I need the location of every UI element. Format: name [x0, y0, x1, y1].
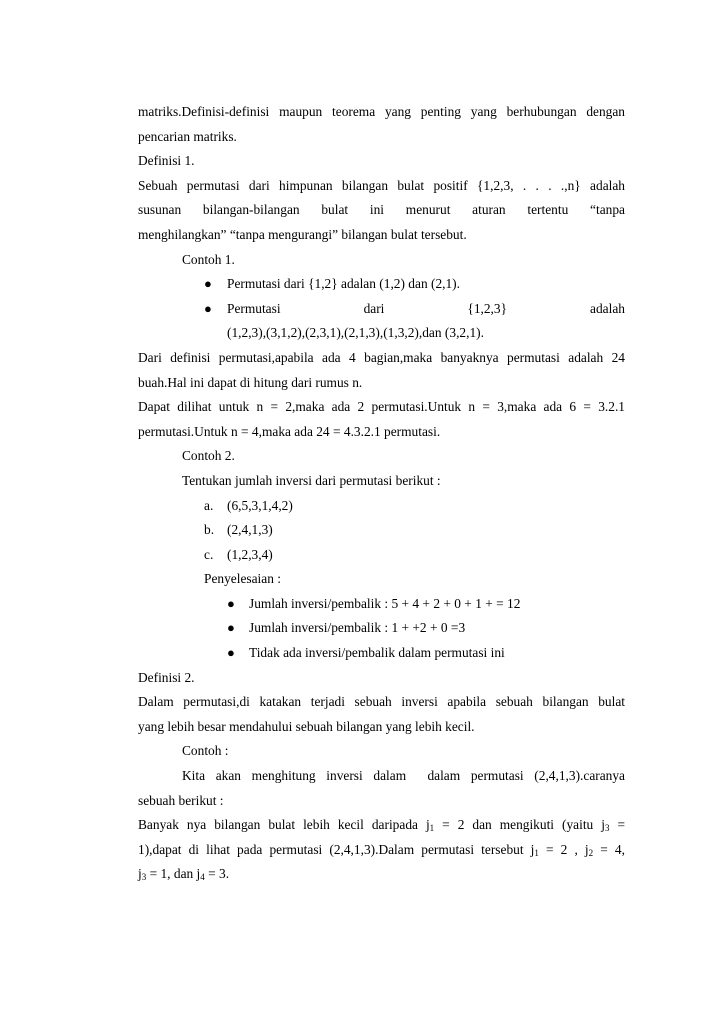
text-line [138, 862, 625, 887]
list-label: a. [204, 497, 214, 513]
list-item [138, 494, 625, 519]
list-text: (6,5,3,1,4,2) [227, 497, 293, 513]
bullet-continuation: (1,2,3),(3,1,2),(2,3,1),(2,1,3),(1,3,2),dan (3,2,1). [227, 325, 484, 341]
bullet-item [138, 592, 625, 617]
text-fragment: = 1, dan j [146, 866, 201, 882]
text-fragment: j [138, 866, 142, 882]
text-line: pencarian matriks. [138, 128, 237, 144]
text-fragment: = 3. [204, 866, 230, 882]
text-line: menghilangkan” “tanpa mengurangi” bilangan bulat tersebut. [138, 226, 467, 242]
bullet-item [138, 616, 625, 641]
text-fragment: 1),dapat di lihat pada permutasi (2,4,1,3).Dalam permutasi tersebut j [138, 841, 535, 857]
text-line: sebuah berikut : [138, 792, 224, 808]
text-line: permutasi.Untuk n = 4,maka ada 24 = 4.3.2.1 permutasi. [138, 423, 441, 439]
text-line: susunan bilangan-bilangan bulat ini menurut aturan tertentu “tanpa [138, 202, 625, 218]
list-label: c. [204, 546, 214, 562]
bullet-text: Permutasi dari {1,2} adalan (1,2) dan (2,1). [227, 276, 460, 292]
definition-heading: Definisi 1. [138, 153, 195, 169]
subscript: 3 [141, 872, 147, 883]
bullet-icon: ● [204, 300, 212, 316]
bullet-icon: ● [204, 276, 212, 292]
bullet-icon: ● [227, 645, 235, 661]
bullet-word: Permutasi [227, 300, 281, 316]
list-text: (1,2,3,4) [227, 546, 273, 562]
text-line: Dalam permutasi,di katakan terjadi sebuah inversi apabila sebuah bilangan bulat [138, 694, 625, 710]
bullet-text: Jumlah inversi/pembalik : 5 + 4 + 2 + 0 + 1 + = 12 [249, 595, 521, 611]
subscript: 1 [429, 823, 435, 834]
list-item [138, 543, 625, 568]
document-page [138, 100, 625, 887]
text-fragment: = 2 dan mengikuti (yaitu j [434, 817, 605, 833]
text-fragment: = [609, 817, 625, 833]
example-heading: Contoh : [182, 743, 229, 759]
text-line [138, 838, 625, 863]
text-line: yang lebih besar mendahului sebuah bilangan yang lebih kecil. [138, 718, 475, 734]
text-fragment: Banyak nya bilangan bulat lebih kecil daripada j [138, 817, 430, 833]
list-text: (2,4,1,3) [227, 522, 273, 538]
bullet-item [138, 272, 625, 297]
bullet-item [138, 297, 625, 322]
bullet-icon: ● [227, 620, 235, 636]
example-heading: Contoh 1. [182, 251, 235, 267]
subscript: 3 [604, 823, 610, 834]
bullet-word: {1,2,3} [467, 300, 508, 316]
bullet-item [138, 641, 625, 666]
bullet-text: Jumlah inversi/pembalik : 1 + +2 + 0 =3 [249, 620, 466, 636]
list-label: b. [204, 522, 215, 538]
bullet-word: adalah [590, 300, 625, 316]
list-item [138, 518, 625, 543]
bullet-text: Tidak ada inversi/pembalik dalam permutasi ini [249, 645, 505, 661]
text-line [138, 813, 625, 838]
bullet-word: dari [363, 300, 385, 316]
text-line: buah.Hal ini dapat di hitung dari rumus n. [138, 374, 363, 390]
subscript: 1 [534, 847, 539, 858]
subscript: 2 [588, 847, 594, 858]
text-line: matriks.Definisi-definisi maupun teorema yang penting yang berhubungan dengan [138, 104, 625, 119]
solution-heading: Penyelesaian : [204, 571, 281, 587]
text-fragment: = 2 , j [538, 841, 589, 857]
text-line: Kita akan menghitung inversi dalam dalam permutasi (2,4,1,3).caranya [182, 768, 625, 784]
example-heading: Contoh 2. [182, 448, 235, 464]
definition-heading: Definisi 2. [138, 669, 195, 685]
text-line: Dapat dilihat untuk n = 2,maka ada 2 permutasi.Untuk n = 3,maka ada 6 = 3.2.1 [138, 399, 625, 415]
bullet-icon: ● [227, 595, 235, 611]
text-line: Tentukan jumlah inversi dari permutasi berikut : [182, 472, 441, 488]
text-line: Sebuah permutasi dari himpunan bilangan bulat positif {1,2,3, . . . .,n} adalah [138, 177, 625, 193]
subscript: 4 [200, 872, 205, 883]
text-fragment: = 4, [593, 841, 625, 857]
text-line: Dari definisi permutasi,apabila ada 4 bagian,maka banyaknya permutasi adalah 24 [138, 349, 625, 365]
